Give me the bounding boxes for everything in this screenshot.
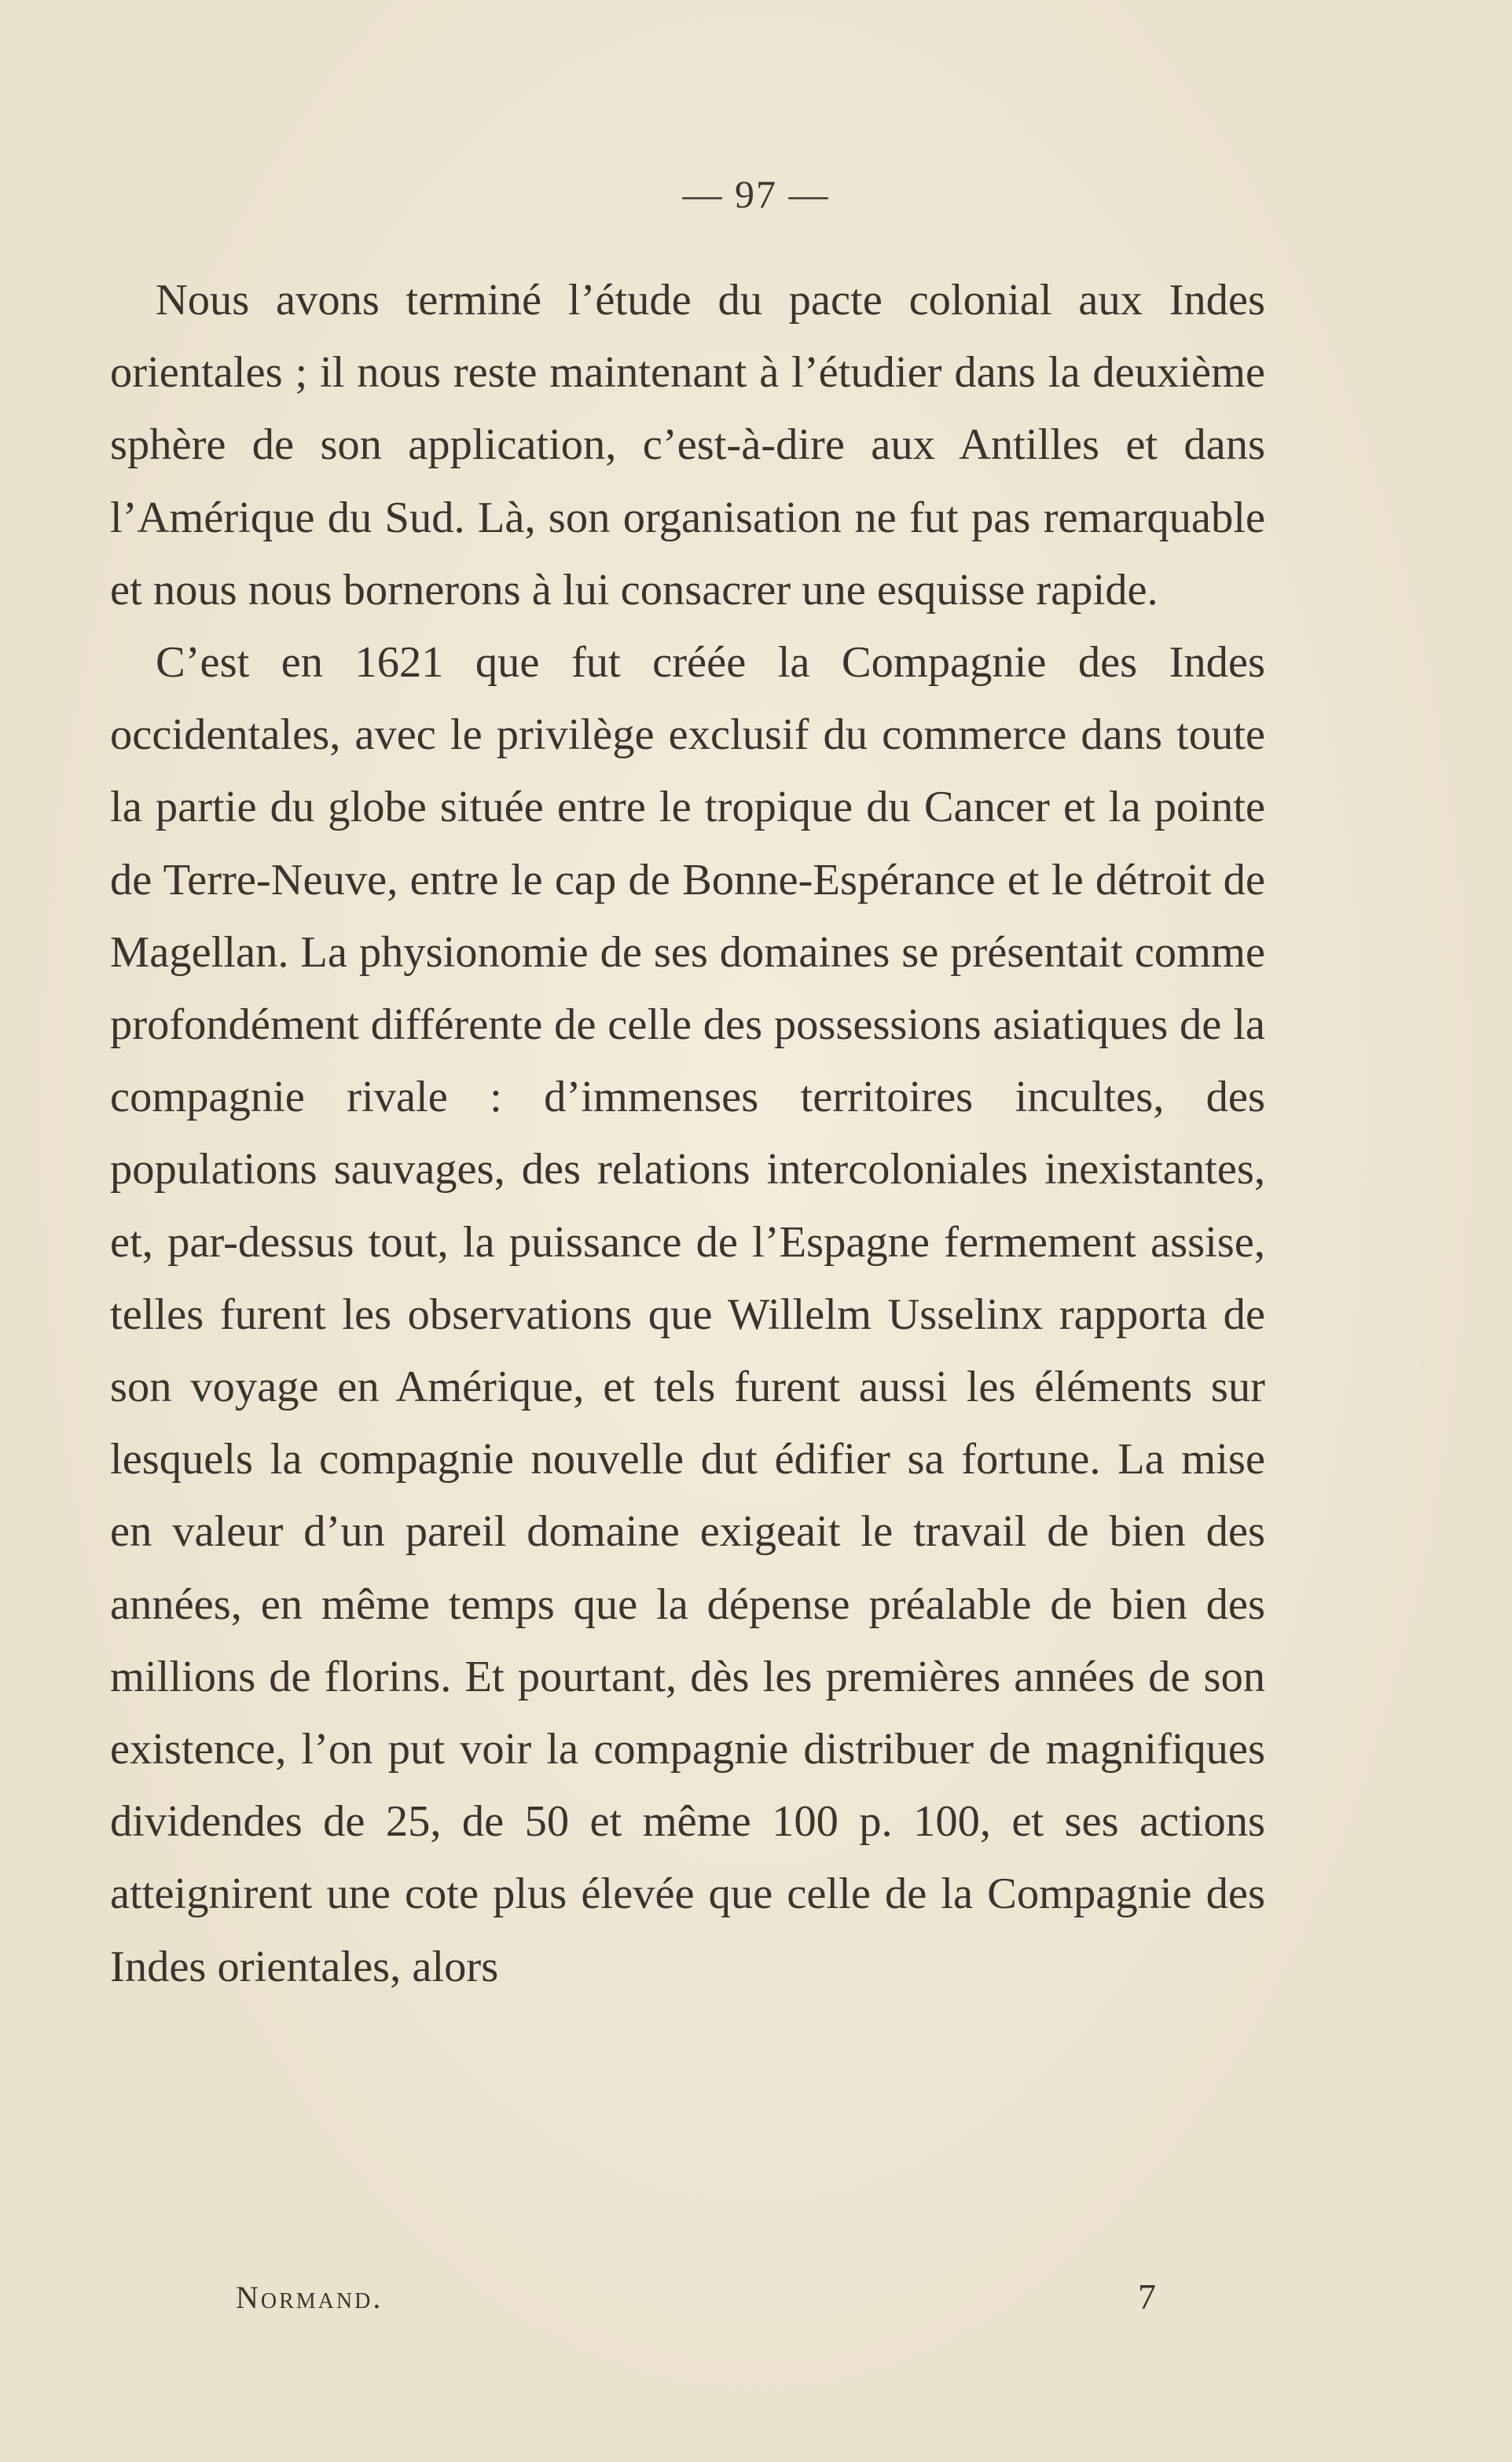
sheet-number: 7: [1138, 2277, 1156, 2317]
printer-signature-mark: Normand.: [236, 2280, 384, 2315]
paragraph: Nous avons terminé l’étude du pacte colonial aux Indes orientales ; il nous reste maintenant à l’étudier dans la deuxième sphère de son application, c’est-à-dire aux Antilles et dans l’Amérique du Sud. Là, son organisation ne fut pas remarquable et nous nous bornerons à lui consacrer une esquisse rapide.: [110, 276, 1265, 615]
paragraph: C’est en 1621 que fut créée la Compagnie des Indes occidentales, avec le privilège exclusif du commerce dans toute la partie du globe située entre le tropique du Cancer et la pointe de Terre-Neuve, entre le cap de Bonne-Espérance et le détroit de Magellan. La physionomie de ses domaines se présentait comme profondément différente de celle des possessions asiatiques de la compagnie rivale : d’immenses territoires incultes, des populations sauvages, des relations intercoloniales inexistantes, et, par-dessus tout, la puissance de l’Espagne fermement assise, telles furent les observations que Willelm Usselinx rapporta de son voyage en Amérique, et tels furent aussi les éléments sur lesquels la compagnie nouvelle dut édifier sa fortune. La mise en valeur d’un pareil domaine exigeait le travail de bien des années, en même temps que la dépense préalable de bien des millions de florins. Et pourtant, dès les premières années de son existence, l’on put voir la compagnie distribuer de magnifiques dividendes de 25, de 50 et même 100 p. 100, et ses actions atteignirent une cote plus élevée que celle de la Compagnie des Indes orientales, alors: [110, 638, 1265, 1991]
body-text: [110, 264, 1265, 2003]
page-number: — 97 —: [682, 172, 830, 216]
